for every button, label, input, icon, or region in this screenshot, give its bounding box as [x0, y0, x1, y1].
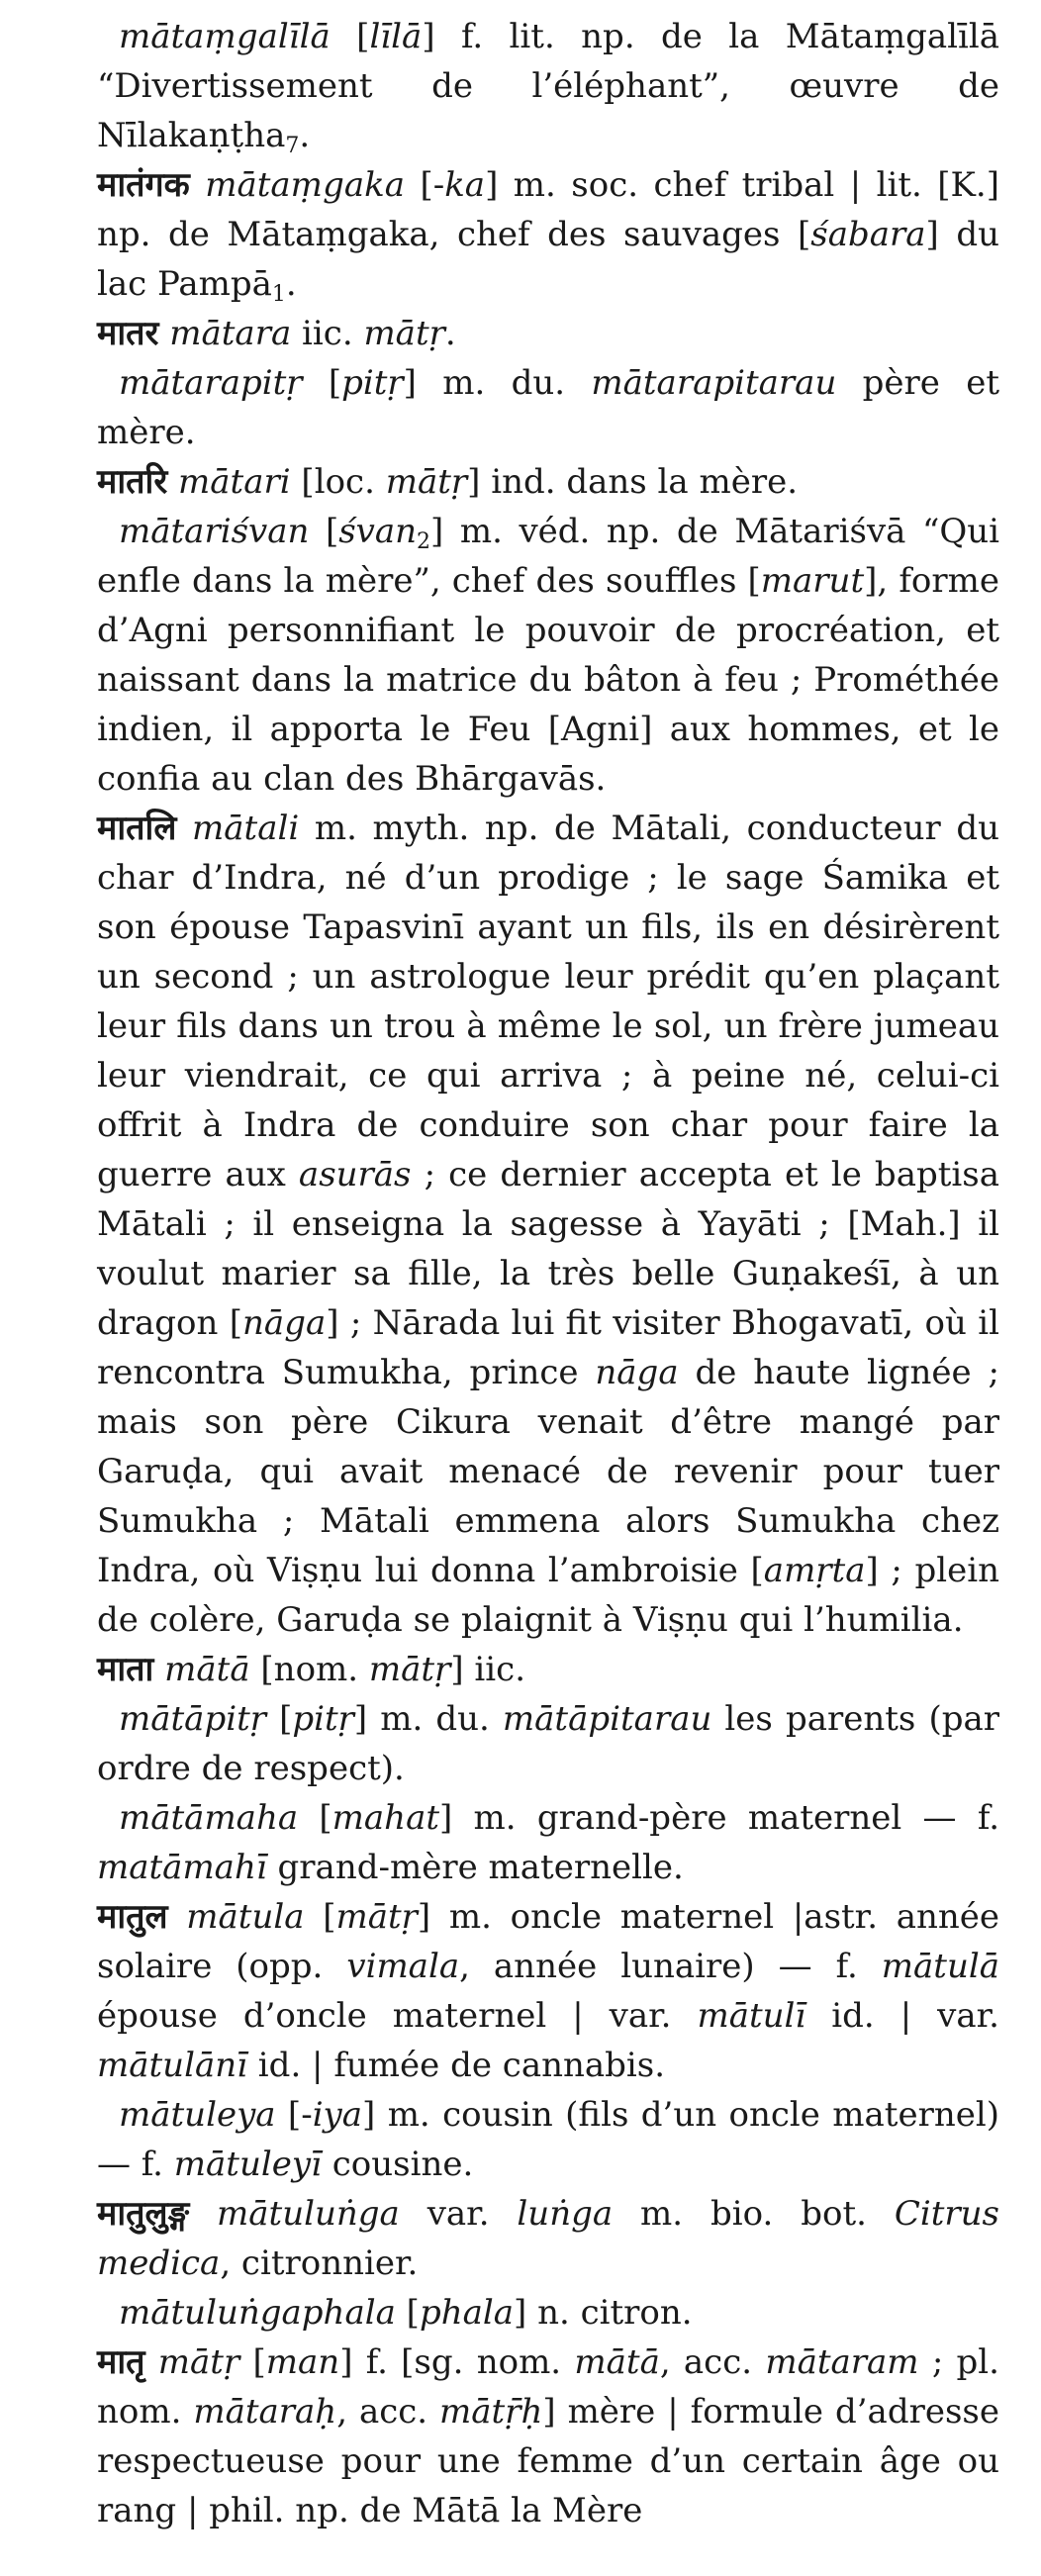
entry-text: ] m. du. [403, 363, 592, 403]
italic-term: pitṛ [341, 363, 404, 403]
entry-text: id. | var. [805, 1996, 999, 2036]
dictionary-subentry [97, 507, 999, 804]
dictionary-entry [97, 1645, 999, 1694]
entry-text: épouse d’oncle maternel | var. [97, 1996, 698, 2036]
homonym-index: 7 [285, 134, 300, 158]
dictionary-subentry [97, 12, 999, 160]
entry-text: [ [302, 363, 342, 403]
dictionary-entry [97, 804, 999, 1645]
entry-text: . [285, 264, 297, 304]
entry-text: ] m. du. [353, 1699, 503, 1739]
dictionary-entry [97, 2337, 999, 2535]
italic-term: pitṛ [292, 1699, 354, 1739]
italic-term: mātāpitarau [502, 1699, 712, 1739]
devanagari-headword: मातुल [97, 1897, 168, 1937]
italic-term: mātari [178, 462, 291, 502]
entry-text: var. [399, 2194, 518, 2234]
entry-text [158, 314, 169, 353]
entry-text: ] ind. dans la mère. [467, 462, 799, 502]
entry-text: m. myth. np. de Mātali, conducteur du char d’Indra, né d’un prodige ; le sage Śamika et son épouse Tapasvinī ayant un fils, ils en désirèrent un second ; un astrologue leur prédit qu’en plaçant leur fils dans un trou à même le sol, un frère jumeau leur viendrait, ce qui arriva ; à peine né, celui-ci offrit à Indra de conduire son char pour faire la guerre aux [97, 809, 1000, 1194]
entry-text [167, 462, 178, 502]
dictionary-entry [97, 160, 999, 309]
italic-term: mātuluṅgaphala [119, 2293, 396, 2333]
entry-text: père et mère. [97, 363, 999, 452]
entry-text: cousine. [321, 2145, 474, 2184]
italic-term: mātṛ [363, 314, 445, 353]
entry-text: grand-mère maternelle. [266, 1848, 684, 1887]
italic-term: mātāpitṛ [119, 1699, 266, 1739]
entry-text: ] ; plein de colère, Garuḍa se plaignit à Viṣṇu qui l’humilia. [97, 1551, 999, 1640]
entry-text: . [299, 116, 311, 155]
entry-text [176, 809, 192, 848]
entry-text: , année lunaire) — f. [459, 1947, 882, 1986]
italic-term: mātarapitarau [591, 363, 837, 403]
italic-term: mātulā [881, 1947, 999, 1986]
italic-term: līlā [369, 17, 423, 56]
italic-term: mātuleyī [173, 2145, 322, 2184]
entry-text: [- [405, 165, 445, 205]
italic-term: mātali [192, 809, 300, 848]
entry-text: ] m. soc. chef tribal | lit. [K.] np. de Mātaṃgaka, chef des sauvages [ [97, 165, 1000, 254]
entry-text [190, 165, 205, 205]
entry-text: les parents (par ordre de respect). [97, 1699, 999, 1788]
entry-text [145, 2342, 158, 2382]
entry-text [189, 2194, 217, 2234]
italic-term: mātaṃgaka [205, 165, 405, 205]
entry-text: ] ; Nārada lui fit visiter Bhogavatī, où il rencontra Sumukha, prince [97, 1303, 999, 1392]
entry-text: [ [266, 1699, 293, 1739]
italic-term: mahat [331, 1798, 440, 1838]
devanagari-headword: मातर [97, 314, 159, 353]
italic-term: mātṛ [335, 1897, 418, 1937]
entry-text: ] f. lit. np. de la Mātaṃgalīlā “Divertissement de l’éléphant”, œuvre de Nīlakaṇṭha [97, 17, 999, 155]
dictionary-entry [97, 1892, 999, 2090]
devanagari-headword: मातलि [97, 809, 177, 848]
devanagari-headword: मातरि [97, 462, 168, 502]
entry-text: ] du lac Pampā [97, 215, 999, 304]
italic-term: mātā [164, 1650, 250, 1689]
dictionary-subentry [97, 2090, 999, 2189]
entry-text: . [444, 314, 456, 353]
devanagari-headword: माता [97, 1650, 154, 1689]
italic-term: mātulī [697, 1996, 806, 2036]
homonym-index: 1 [271, 282, 286, 307]
italic-term: śabara [810, 215, 926, 254]
entry-text: , acc. [659, 2342, 766, 2382]
devanagari-headword: मातंगक [97, 165, 190, 205]
italic-term: marut [760, 561, 865, 601]
dictionary-subentry [97, 1793, 999, 1892]
italic-term: phala [419, 2293, 515, 2333]
italic-term: mātaṃgalīlā [119, 17, 331, 56]
entry-text [168, 1897, 187, 1937]
entry-text: ] m. véd. np. de Mātariśvā “Qui enfle dans la mère”, chef des souffles [ [97, 512, 999, 601]
italic-term: amṛta [763, 1551, 866, 1590]
entry-text: id. | fumée de cannabis. [247, 2046, 666, 2085]
entry-text: ] m. grand-père maternel — f. [439, 1798, 1000, 1838]
italic-term: mātarapitṛ [119, 363, 303, 403]
entry-text: iic. [291, 314, 364, 353]
devanagari-headword: मातुलुङ्ग [97, 2194, 190, 2234]
entry-text: [ [309, 512, 339, 551]
italic-term: mātṛ [368, 1650, 451, 1689]
italic-term: mātṝḥ [439, 2392, 543, 2432]
entry-text: de haute lignée ; mais son père Cikura venait d’être mangé par Garuḍa, qui avait menacé de revenir pour tuer Sumukha ; Mātali emmena alors Sumukha chez Indra, où Viṣṇu lui donna l’ambroisie [ [97, 1353, 999, 1590]
italic-term: iya [312, 2095, 363, 2135]
devanagari-headword: मातृ [97, 2342, 145, 2382]
entry-text: , acc. [336, 2392, 440, 2432]
italic-term: mātā [574, 2342, 660, 2382]
entry-text: [- [275, 2095, 313, 2135]
italic-term: asurās [298, 1155, 412, 1194]
dictionary-entry [97, 2189, 999, 2288]
italic-term: man [265, 2342, 340, 2382]
entry-text: m. bio. bot. [613, 2194, 895, 2234]
italic-term: mātariśvan [119, 512, 310, 551]
italic-term: mātara [169, 314, 292, 353]
entry-text: [loc. [290, 462, 386, 502]
italic-term: nāga [595, 1353, 679, 1392]
dictionary-subentry [97, 358, 999, 457]
entry-text: [ [395, 2293, 420, 2333]
dictionary-subentry [97, 2288, 999, 2337]
entry-text: ] f. [sg. nom. [339, 2342, 575, 2382]
italic-term: mātula [186, 1897, 305, 1937]
italic-term: nāga [242, 1303, 327, 1343]
dictionary-entry [97, 457, 999, 507]
italic-term: matāmahī [97, 1848, 267, 1887]
italic-term: mātuleya [119, 2095, 276, 2135]
entry-text: ] mère | formule d’adresse respectueuse pour une femme d’un certain âge ou rang | phil. np. de Mātā la Mère [97, 2392, 999, 2530]
italic-term: mātulānī [97, 2046, 247, 2085]
dictionary-subentry [97, 1694, 999, 1793]
entry-text: [ [298, 1798, 332, 1838]
homonym-index: 2 [417, 529, 431, 554]
italic-term: śvan [338, 512, 418, 551]
entry-text: ] iic. [450, 1650, 525, 1689]
entry-text: ; pl. nom. [97, 2342, 999, 2432]
entry-text: ] n. citron. [514, 2293, 693, 2333]
entry-text: [ [330, 17, 370, 56]
entry-text: ] m. oncle maternel |astr. année solaire (opp. [97, 1897, 1000, 1986]
entry-text: , citronnier. [220, 2243, 419, 2283]
italic-term: ka [444, 165, 486, 205]
italic-term: mātuluṅga [217, 2194, 400, 2234]
entry-text: [ [239, 2342, 266, 2382]
italic-term: mātaram [765, 2342, 919, 2382]
italic-term: mātāmaha [119, 1798, 299, 1838]
italic-term: mātaraḥ [193, 2392, 337, 2432]
italic-term: luṅga [517, 2194, 614, 2234]
italic-term: vimala [346, 1947, 460, 1986]
entry-text [153, 1650, 164, 1689]
entry-text: [nom. [249, 1650, 369, 1689]
italic-term: mātṛ [385, 462, 468, 502]
italic-term: Citrus medica [97, 2194, 1000, 2283]
dictionary-entry [97, 309, 999, 358]
entry-text: [ [304, 1897, 336, 1937]
italic-term: mātṛ [157, 2342, 240, 2382]
entry-text: ] m. cousin (fils d’un oncle maternel) — f. [97, 2095, 1000, 2184]
entry-text: ], forme d’Agni personnifiant le pouvoir de procréation, et naissant dans la matrice du bâton à feu ; Prométhée indien, il apporta le Feu [Agni] aux hommes, et le confia au clan des Bhārgavās. [97, 561, 999, 799]
entry-text: ; ce dernier accepta et le baptisa Mātali ; il enseigna la sagesse à Yayāti ; [Mah.] il voulut marier sa fille, la très belle Guṇakeśī, à un dragon [ [97, 1155, 999, 1343]
